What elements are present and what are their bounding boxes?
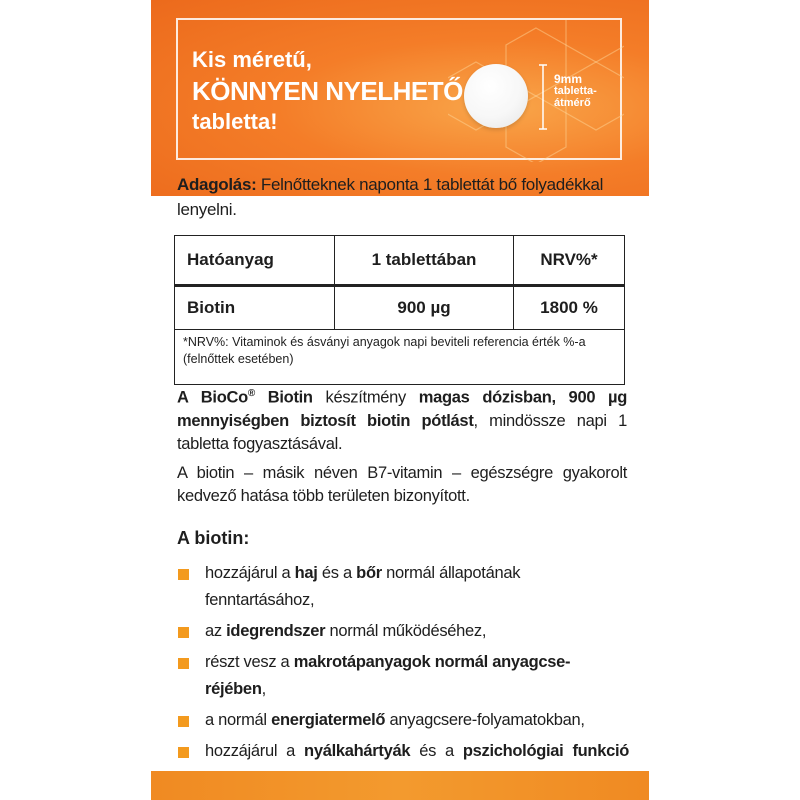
bullet-square-icon <box>178 747 189 758</box>
list-item <box>177 560 629 614</box>
product-name: Biotin <box>254 388 313 407</box>
item-text: anyagcsere-folyamatokban, <box>385 711 585 729</box>
cell-amount: 900 µg <box>335 286 514 330</box>
dimension-value: 9mm <box>554 72 583 86</box>
item-text: és a <box>317 564 357 582</box>
bullet-square-icon <box>178 627 189 638</box>
benefits-list <box>177 560 629 796</box>
item-bold: makrotápanyagok normál anyagcse- <box>293 653 571 671</box>
table-header-row <box>175 236 625 286</box>
item-text: normál működéséhez, <box>325 622 487 640</box>
section-title: A biotin: <box>177 528 250 548</box>
item-bold: pszichológiai funkció <box>462 742 630 760</box>
column-header-nrv: NRV%* <box>514 236 625 286</box>
product-description <box>177 382 627 456</box>
product-info-panel <box>151 0 649 800</box>
tablet-dimension-label <box>554 73 597 109</box>
table-footnote-row <box>175 330 625 385</box>
item-bold: bőr <box>356 564 382 582</box>
description-text-1: készítmény <box>312 388 419 407</box>
table-row <box>175 286 625 330</box>
item-text: normál állapotának fenntartásához, <box>205 564 521 609</box>
item-bold: nyálkahártyák <box>304 742 411 760</box>
item-bold: réjében <box>205 680 262 698</box>
dosage-label: Adagolás: <box>177 175 257 194</box>
bullet-square-icon <box>178 658 189 669</box>
column-header-ingredient: Hatóanyag <box>175 236 335 286</box>
headline-line-2: KÖNNYEN NYELHETŐ <box>192 76 463 106</box>
header-band <box>151 0 649 196</box>
headline-line-1: Kis méretű, <box>192 47 312 72</box>
tablet-icon <box>464 64 528 128</box>
dosage-text <box>177 172 627 222</box>
description-text-2: , mindössze napi 1 tabletta fogyasztásával. <box>177 411 627 453</box>
table-footnote: *NRV%: Vitaminok és ásványi anyagok napi beviteli referencia érték %-a (felnőttek esetében) <box>175 330 625 385</box>
dimension-label-line-2: átmérő <box>554 97 591 109</box>
list-item <box>177 707 629 734</box>
brand-name: A BioCo <box>177 388 248 407</box>
bullet-square-icon <box>178 716 189 727</box>
biotin-intro: A biotin – másik néven B7-vitamin – egészségre gyakorolt kedvező hatása több területen bizonyított. <box>177 464 627 505</box>
description-highlight: magas dózisban, 900 µg mennyiségben biztosít biotin pótlást <box>177 388 627 430</box>
cell-ingredient: Biotin <box>175 286 335 330</box>
item-bold: energiatermelő <box>271 711 386 729</box>
item-text: hozzájárul a <box>205 564 295 582</box>
item-text: a normál <box>205 711 272 729</box>
item-text: , <box>261 680 266 698</box>
list-item <box>177 618 629 645</box>
item-text: részt vesz a <box>205 653 294 671</box>
nutrition-table <box>174 235 625 385</box>
item-bold: haj <box>294 564 318 582</box>
dimension-bracket-icon <box>539 64 547 130</box>
headline <box>192 46 463 136</box>
header-frame <box>176 18 622 160</box>
dosage-instructions: Felnőtteknek naponta 1 tablettát bő folyadékkal lenyelni. <box>177 175 604 219</box>
item-text: hozzájárul a <box>205 742 305 760</box>
footer-band <box>151 771 649 800</box>
column-header-per-tablet: 1 tablettában <box>335 236 514 286</box>
cell-nrv: 1800 % <box>514 286 625 330</box>
item-bold: idegrendszer <box>226 622 326 640</box>
bullet-square-icon <box>178 569 189 580</box>
list-item <box>177 649 629 703</box>
registered-mark: ® <box>247 388 255 399</box>
headline-line-3: tabletta! <box>192 109 278 134</box>
item-text: és a <box>410 742 463 760</box>
dimension-label-line-1: tabletta- <box>554 85 597 97</box>
item-text: az <box>205 622 227 640</box>
